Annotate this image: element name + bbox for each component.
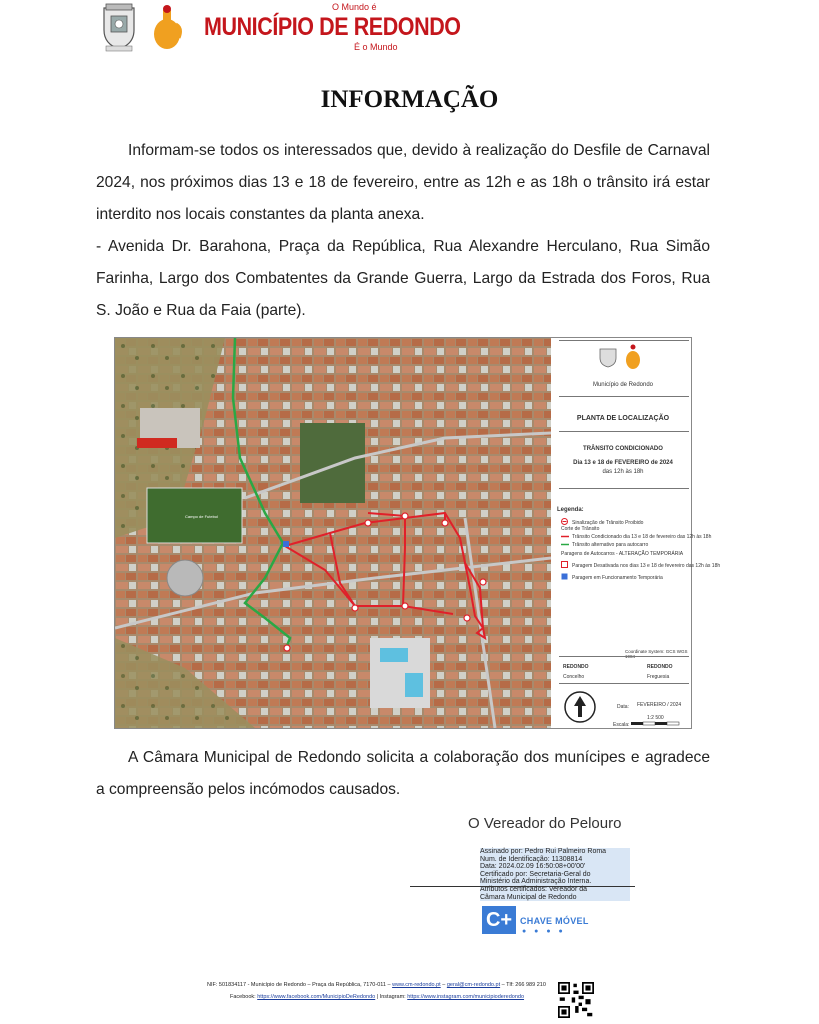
- header: [94, 2, 461, 54]
- date-value: FEVEREIRO / 2024: [637, 702, 682, 708]
- digital-signature-block: [480, 848, 630, 901]
- parish-head: REDONDO: [647, 664, 673, 670]
- legend-crest-icon: [597, 346, 619, 368]
- footer-email-link[interactable]: geral@cm-redondo.pt: [446, 982, 501, 988]
- paragraph-streets: - Avenida Dr. Barahona, Praça da República, Rua Alexandre Herculano, Rua Simão Farinha, Largo dos Combatentes da Grande Guerra, Largo da Estrada dos Foros, Rua S. João e Rua da Faia (parte).: [96, 238, 710, 319]
- signatory-title: O Vereador do Pelouro: [468, 815, 622, 832]
- green-line-icon: [561, 542, 569, 548]
- county-head: REDONDO: [563, 664, 589, 670]
- coordinate-system: Coordinate System: GCS WGS 1984: [625, 649, 688, 659]
- stop-disabled-icon: [561, 561, 569, 570]
- sig-line-attributes: Atributos certificados: Vereador da: [480, 886, 630, 894]
- legend-subject: TRÂNSITO CONDICIONADO: [583, 446, 663, 452]
- parish-sub: Freguesia: [647, 674, 670, 680]
- scale-value: 1:2 500: [647, 715, 664, 721]
- signature-rule: [410, 886, 635, 887]
- map-legend-panel: [555, 338, 721, 728]
- paragraph-closing: A Câmara Municipal de Redondo solicita a colaboração dos munícipes e agradece a compreensão pelos incómodos causados.: [96, 749, 710, 798]
- legend-org: Município de Redondo: [592, 382, 654, 388]
- legend-item-stop-temporary: Paragem em Funcionamento Temporária: [561, 573, 663, 582]
- scale-bar-icon: [631, 721, 681, 726]
- legend-item-conditioned: Trânsito Condicionado dia 13 e 18 de fevereiro das 12h às 18h: [561, 534, 711, 540]
- legend-item-road-closure: Corte de Trânsito: [561, 526, 600, 532]
- sig-line-ministry: Ministério da Administração Interna.: [480, 878, 630, 886]
- legend-plan-title: PLANTA DE LOCALIZAÇÃO: [576, 415, 670, 422]
- slogan-bottom: É o Mundo: [354, 42, 398, 52]
- brand-name: MUNICÍPIO DE REDONDO: [204, 13, 461, 41]
- footer-facebook-link[interactable]: https://www.facebook.com/MunicipioDeRedondo: [257, 994, 376, 1000]
- aerial-map-image: [115, 338, 551, 728]
- qr-code-icon[interactable]: [558, 982, 594, 1018]
- sig-line-date: Data: 2024.02.09 16:50:08+00'00': [480, 863, 630, 871]
- paragraph-intro: Informam-se todos os interessados que, devido à realização do Desfile de Carnaval 2024, nos próximos dias 13 e 18 de fevereiro, entre as 12h e as 18h o trânsito irá estar interdito nos locais constantes da planta anexa.: [96, 142, 710, 223]
- location-map: [114, 337, 721, 729]
- chave-movel-label: CHAVE MÓVEL: [520, 916, 589, 926]
- date-label: Data:: [617, 704, 629, 710]
- legend-item-bus-route: Trânsito alternativo para autocarro: [561, 542, 648, 548]
- legend-hours: das 12h às 18h: [602, 469, 644, 475]
- legend-item-no-entry: Sinalização de Trânsito Proibido: [561, 518, 643, 527]
- legend-item-bus-stops: Paragens de Autocarros - ALTERAÇÃO TEMPORÁRIA: [561, 551, 684, 557]
- legend-title: Legenda:: [557, 507, 584, 513]
- slogan-top: O Mundo é: [332, 2, 377, 12]
- sig-line-signed-by: Assinado por: Pedro Rui Palmeiro Roma: [480, 848, 630, 856]
- bus-stop-icon: [283, 541, 289, 547]
- legend-dates: Dia 13 e 18 de FEVEREIRO de 2024: [573, 460, 673, 466]
- football-field-label: Campo de Futebol: [185, 514, 218, 519]
- sig-line-certified-by: Certificado por: Secretaria-Geral do: [480, 871, 630, 879]
- footer-website-link[interactable]: www.cm-redondo.pt: [392, 982, 441, 988]
- stop-temporary-icon: [561, 573, 569, 582]
- county-sub: Concelho: [563, 674, 585, 680]
- redondo-jug-logo-icon: [152, 4, 184, 52]
- north-arrow-icon: [563, 690, 597, 724]
- sig-line-chamber: Câmara Municipal de Redondo: [480, 894, 630, 902]
- red-line-icon: [561, 534, 569, 540]
- footer-contact-line: NIF: 501834117 - Município de Redondo – Praça da República, 7170-011 – www.cm-redondo.pt – geral@cm-redondo.pt – Tlf: 266 989 210: [207, 982, 546, 988]
- footer-social-line: Facebook: https://www.facebook.com/MunicipioDeRedondo | Instagram: https://www.instagram.com/municipioderedondo: [230, 994, 525, 1000]
- scale-label: Escala:: [613, 722, 630, 728]
- municipal-crest-icon: [94, 2, 144, 52]
- footer-instagram-link[interactable]: https://www.instagram.com/municipioderedondo: [407, 994, 525, 1000]
- document-title: INFORMAÇÃO: [320, 86, 499, 113]
- legend-item-stop-disabled: Paragem Desativada nos dias 13 e 18 de fevereiro das 12h às 18h: [561, 561, 720, 570]
- chave-movel-logo-icon: C+: [482, 906, 516, 934]
- sig-line-id: Num. de Identificação: 11308814: [480, 856, 630, 864]
- legend-jug-icon: [625, 344, 641, 370]
- chave-movel-dots: ● ● ● ●: [522, 928, 566, 935]
